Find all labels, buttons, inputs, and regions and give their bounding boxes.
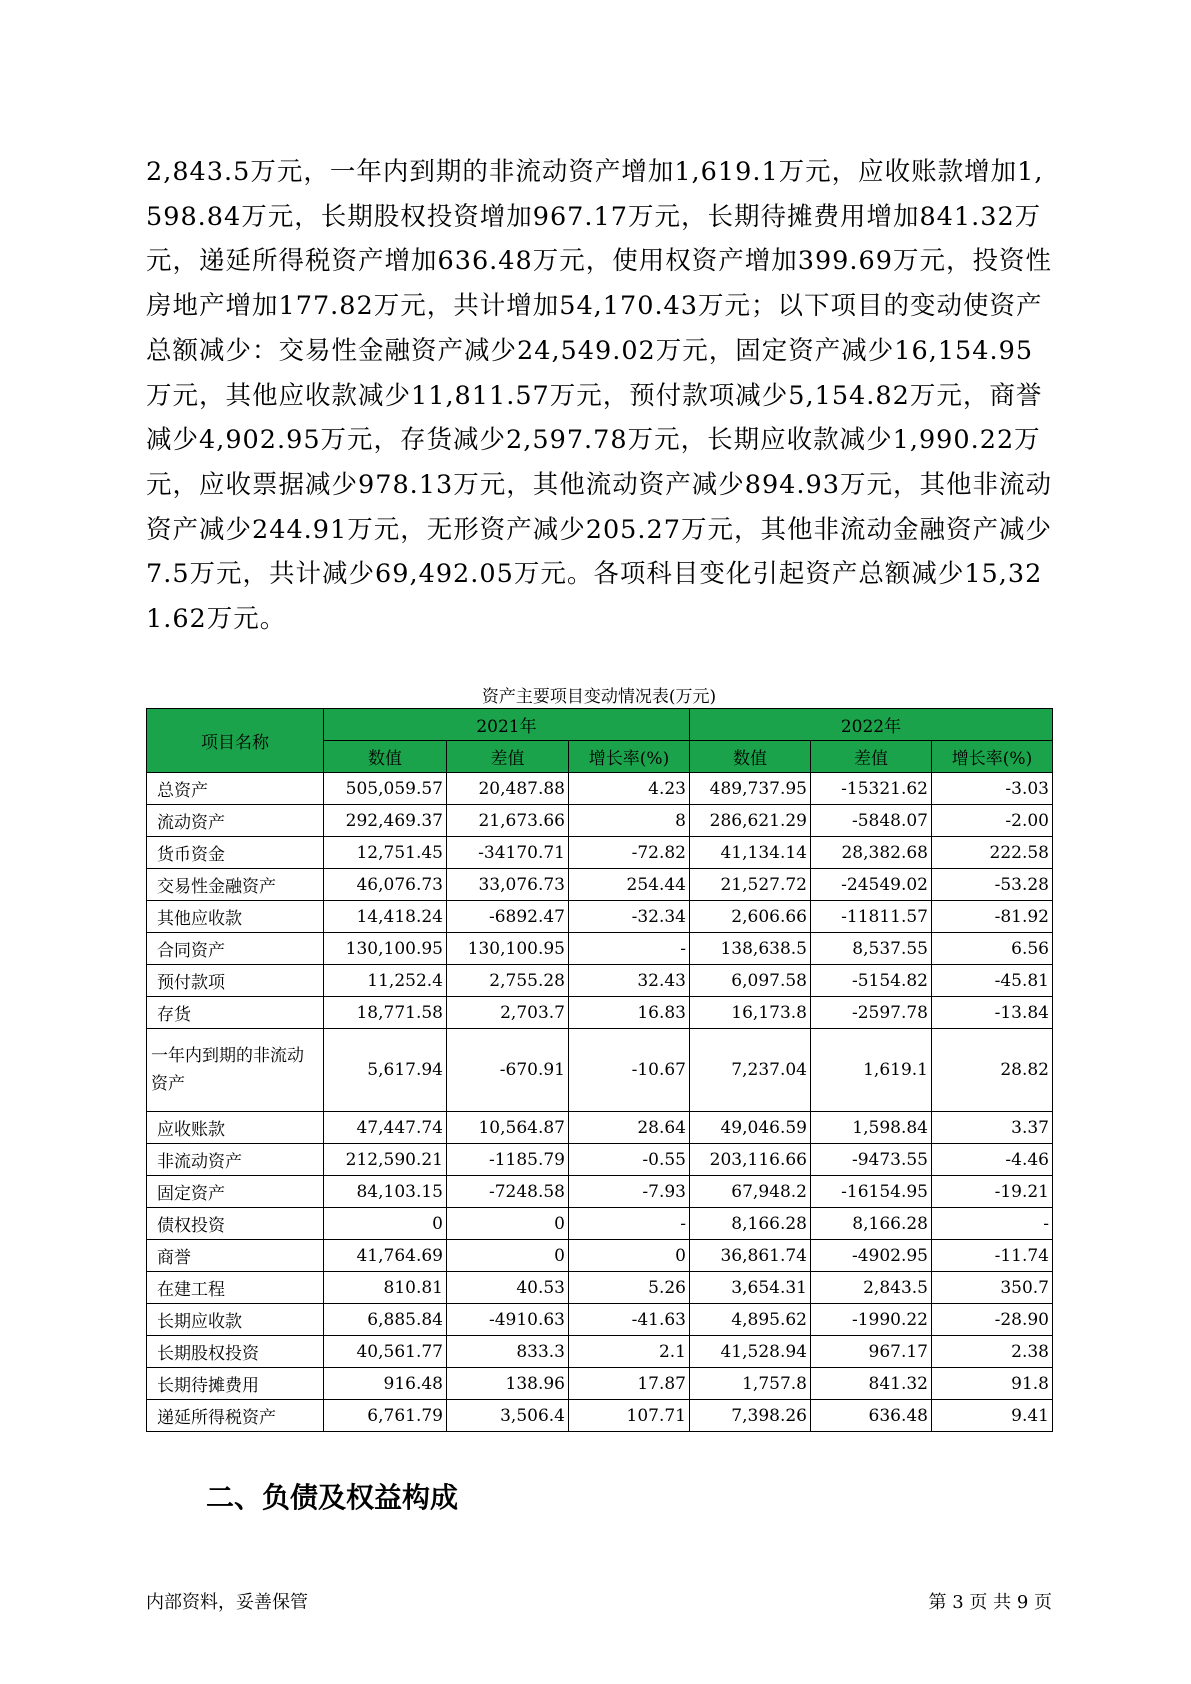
row-item-name: 存货 — [147, 997, 324, 1029]
cell-v2: 21,527.72 — [690, 869, 811, 901]
cell-r1: -10.67 — [569, 1029, 690, 1112]
cell-d2: -1990.22 — [811, 1304, 932, 1336]
row-item-name: 长期应收款 — [147, 1304, 324, 1336]
cell-d2: 967.17 — [811, 1336, 932, 1368]
row-item-name: 流动资产 — [147, 805, 324, 837]
table-row — [147, 805, 1053, 837]
cell-d2: 28,382.68 — [811, 837, 932, 869]
table-row — [147, 1208, 1053, 1240]
table-row — [147, 1400, 1053, 1432]
table-row — [147, 933, 1053, 965]
asset-change-table — [146, 708, 1053, 1432]
row-item-name: 长期待摊费用 — [147, 1368, 324, 1400]
cell-r2: -13.84 — [932, 997, 1053, 1029]
cell-d1: 21,673.66 — [447, 805, 569, 837]
cell-r1: 2.1 — [569, 1336, 690, 1368]
cell-v2: 3,654.31 — [690, 1272, 811, 1304]
cell-v1: 18,771.58 — [324, 997, 447, 1029]
table-body — [147, 773, 1053, 1432]
cell-d2: 841.32 — [811, 1368, 932, 1400]
cell-v1: 46,076.73 — [324, 869, 447, 901]
section-heading: 二、负债及权益构成 — [206, 1481, 459, 1514]
cell-r2: -28.90 — [932, 1304, 1053, 1336]
cell-d2: 8,537.55 — [811, 933, 932, 965]
cell-v1: 810.81 — [324, 1272, 447, 1304]
header-diff-2021: 差值 — [447, 741, 569, 773]
cell-v1: 916.48 — [324, 1368, 447, 1400]
cell-d1: 2,703.7 — [447, 997, 569, 1029]
row-item-name: 总资产 — [147, 773, 324, 805]
cell-v1: 212,590.21 — [324, 1144, 447, 1176]
cell-r2: -2.00 — [932, 805, 1053, 837]
cell-d2: -11811.57 — [811, 901, 932, 933]
header-item-name: 项目名称 — [147, 709, 324, 773]
row-item-name: 应收账款 — [147, 1112, 324, 1144]
table-row — [147, 1304, 1053, 1336]
cell-r2: 350.7 — [932, 1272, 1053, 1304]
cell-r2: 91.8 — [932, 1368, 1053, 1400]
cell-r2: -53.28 — [932, 869, 1053, 901]
cell-d2: -2597.78 — [811, 997, 932, 1029]
cell-v2: 6,097.58 — [690, 965, 811, 997]
cell-d1: -7248.58 — [447, 1176, 569, 1208]
cell-r2: 28.82 — [932, 1029, 1053, 1112]
cell-v1: 40,561.77 — [324, 1336, 447, 1368]
cell-v2: 16,173.8 — [690, 997, 811, 1029]
cell-d1: 20,487.88 — [447, 773, 569, 805]
footer-page-number: 第 3 页 共 9 页 — [928, 1592, 1052, 1613]
cell-d2: -4902.95 — [811, 1240, 932, 1272]
cell-r2: -4.46 — [932, 1144, 1053, 1176]
cell-r2: -19.21 — [932, 1176, 1053, 1208]
cell-v1: 5,617.94 — [324, 1029, 447, 1112]
table-row — [147, 1240, 1053, 1272]
cell-r1: 4.23 — [569, 773, 690, 805]
cell-v2: 4,895.62 — [690, 1304, 811, 1336]
header-value-2022: 数值 — [690, 741, 811, 773]
cell-v2: 2,606.66 — [690, 901, 811, 933]
cell-v1: 505,059.57 — [324, 773, 447, 805]
cell-r1: 16.83 — [569, 997, 690, 1029]
cell-d1: -4910.63 — [447, 1304, 569, 1336]
table-row — [147, 997, 1053, 1029]
cell-r2: 9.41 — [932, 1400, 1053, 1432]
cell-d2: 1,598.84 — [811, 1112, 932, 1144]
cell-v1: 14,418.24 — [324, 901, 447, 933]
cell-v2: 7,237.04 — [690, 1029, 811, 1112]
cell-r2: -81.92 — [932, 901, 1053, 933]
cell-v2: 286,621.29 — [690, 805, 811, 837]
table-row — [147, 1336, 1053, 1368]
cell-d1: 0 — [447, 1240, 569, 1272]
cell-r1: 32.43 — [569, 965, 690, 997]
cell-r2: 222.58 — [932, 837, 1053, 869]
table-header-row-years — [147, 709, 1053, 741]
cell-r2: -3.03 — [932, 773, 1053, 805]
cell-v1: 130,100.95 — [324, 933, 447, 965]
cell-v1: 11,252.4 — [324, 965, 447, 997]
cell-d1: -34170.71 — [447, 837, 569, 869]
cell-d1: 10,564.87 — [447, 1112, 569, 1144]
cell-r2: 2.38 — [932, 1336, 1053, 1368]
table-row — [147, 1272, 1053, 1304]
row-item-name: 一年内到期的非流动资产 — [147, 1029, 324, 1112]
cell-d1: -1185.79 — [447, 1144, 569, 1176]
cell-r1: 254.44 — [569, 869, 690, 901]
cell-v2: 203,116.66 — [690, 1144, 811, 1176]
cell-d1: -670.91 — [447, 1029, 569, 1112]
cell-r2: -45.81 — [932, 965, 1053, 997]
cell-r2: - — [932, 1208, 1053, 1240]
table-row — [147, 901, 1053, 933]
table-row — [147, 1144, 1053, 1176]
row-item-name: 其他应收款 — [147, 901, 324, 933]
cell-d1: 130,100.95 — [447, 933, 569, 965]
table-row — [147, 869, 1053, 901]
table-row — [147, 773, 1053, 805]
cell-d2: 636.48 — [811, 1400, 932, 1432]
cell-r1: 0 — [569, 1240, 690, 1272]
cell-v1: 292,469.37 — [324, 805, 447, 837]
header-value-2021: 数值 — [324, 741, 447, 773]
cell-r1: 8 — [569, 805, 690, 837]
cell-v2: 41,528.94 — [690, 1336, 811, 1368]
table-row — [147, 965, 1053, 997]
cell-v2: 67,948.2 — [690, 1176, 811, 1208]
table-caption: 资产主要项目变动情况表(万元) — [481, 687, 717, 707]
cell-v1: 12,751.45 — [324, 837, 447, 869]
cell-r1: 5.26 — [569, 1272, 690, 1304]
footer-confidential: 内部资料，妥善保管 — [146, 1592, 308, 1613]
cell-d2: -24549.02 — [811, 869, 932, 901]
cell-r1: 107.71 — [569, 1400, 690, 1432]
cell-v2: 489,737.95 — [690, 773, 811, 805]
row-item-name: 交易性金融资产 — [147, 869, 324, 901]
row-item-name: 货币资金 — [147, 837, 324, 869]
cell-r1: -72.82 — [569, 837, 690, 869]
body-paragraph: 2,843.5万元，一年内到期的非流动资产增加1,619.1万元，应收账款增加1,598.84万元，长期股权投资增加967.17万元，长期待摊费用增加841.32万元，递延所得税资产增加636.48万元，使用权资产增加399.69万元，投资性房地产增加177.82万元，共计增加54,170.43万元；以下项目的变动使资产总额减少：交易性金融资产减少24,549.02万元，固定资产减少16,154.95万元，其他应收款减少11,811.57万元，预付款项减少5,154.82万元，商誉减少4,902.95万元，存货减少2,597.78万元，长期应收款减少1,990.22万元，应收票据减少978.13万元，其他流动资产减少894.93万元，其他非流动资产减少244.91万元，无形资产减少205.27万元，其他非流动金融资产减少7.5万元，共计减少69,492.05万元。各项科目变化引起资产总额减少15,321.62万元。 — [146, 157, 1052, 635]
cell-d1: 3,506.4 — [447, 1400, 569, 1432]
cell-d1: 0 — [447, 1208, 569, 1240]
cell-r1: -41.63 — [569, 1304, 690, 1336]
cell-r2: 3.37 — [932, 1112, 1053, 1144]
cell-d1: -6892.47 — [447, 901, 569, 933]
cell-r1: 28.64 — [569, 1112, 690, 1144]
cell-d1: 138.96 — [447, 1368, 569, 1400]
cell-d2: -5848.07 — [811, 805, 932, 837]
row-item-name: 非流动资产 — [147, 1144, 324, 1176]
row-item-name: 在建工程 — [147, 1272, 324, 1304]
cell-v1: 6,885.84 — [324, 1304, 447, 1336]
cell-v2: 8,166.28 — [690, 1208, 811, 1240]
header-year-2022: 2022年 — [690, 709, 1053, 741]
row-item-name: 债权投资 — [147, 1208, 324, 1240]
cell-v1: 6,761.79 — [324, 1400, 447, 1432]
cell-r1: -32.34 — [569, 901, 690, 933]
cell-v2: 138,638.5 — [690, 933, 811, 965]
cell-d2: 1,619.1 — [811, 1029, 932, 1112]
cell-d2: -9473.55 — [811, 1144, 932, 1176]
row-item-name: 长期股权投资 — [147, 1336, 324, 1368]
table-row — [147, 1176, 1053, 1208]
cell-r1: -0.55 — [569, 1144, 690, 1176]
cell-v2: 1,757.8 — [690, 1368, 811, 1400]
cell-d1: 33,076.73 — [447, 869, 569, 901]
cell-v2: 49,046.59 — [690, 1112, 811, 1144]
cell-r1: - — [569, 1208, 690, 1240]
row-item-name: 商誉 — [147, 1240, 324, 1272]
row-item-name: 预付款项 — [147, 965, 324, 997]
cell-v1: 84,103.15 — [324, 1176, 447, 1208]
table-row — [147, 1029, 1053, 1112]
cell-d2: -5154.82 — [811, 965, 932, 997]
header-year-2021: 2021年 — [324, 709, 690, 741]
cell-r1: -7.93 — [569, 1176, 690, 1208]
header-rate-2022: 增长率(%) — [932, 741, 1053, 773]
cell-r1: 17.87 — [569, 1368, 690, 1400]
table-row — [147, 837, 1053, 869]
cell-r1: - — [569, 933, 690, 965]
row-item-name: 固定资产 — [147, 1176, 324, 1208]
cell-r2: -11.74 — [932, 1240, 1053, 1272]
cell-d1: 833.3 — [447, 1336, 569, 1368]
table-row — [147, 1368, 1053, 1400]
cell-v1: 41,764.69 — [324, 1240, 447, 1272]
cell-v2: 7,398.26 — [690, 1400, 811, 1432]
cell-v1: 0 — [324, 1208, 447, 1240]
cell-v1: 47,447.74 — [324, 1112, 447, 1144]
cell-r2: 6.56 — [932, 933, 1053, 965]
cell-d2: -16154.95 — [811, 1176, 932, 1208]
row-item-name: 合同资产 — [147, 933, 324, 965]
table-row — [147, 1112, 1053, 1144]
cell-d1: 40.53 — [447, 1272, 569, 1304]
row-item-name: 递延所得税资产 — [147, 1400, 324, 1432]
header-rate-2021: 增长率(%) — [569, 741, 690, 773]
cell-d2: -15321.62 — [811, 773, 932, 805]
cell-v2: 36,861.74 — [690, 1240, 811, 1272]
cell-v2: 41,134.14 — [690, 837, 811, 869]
cell-d2: 2,843.5 — [811, 1272, 932, 1304]
cell-d1: 2,755.28 — [447, 965, 569, 997]
cell-d2: 8,166.28 — [811, 1208, 932, 1240]
header-diff-2022: 差值 — [811, 741, 932, 773]
